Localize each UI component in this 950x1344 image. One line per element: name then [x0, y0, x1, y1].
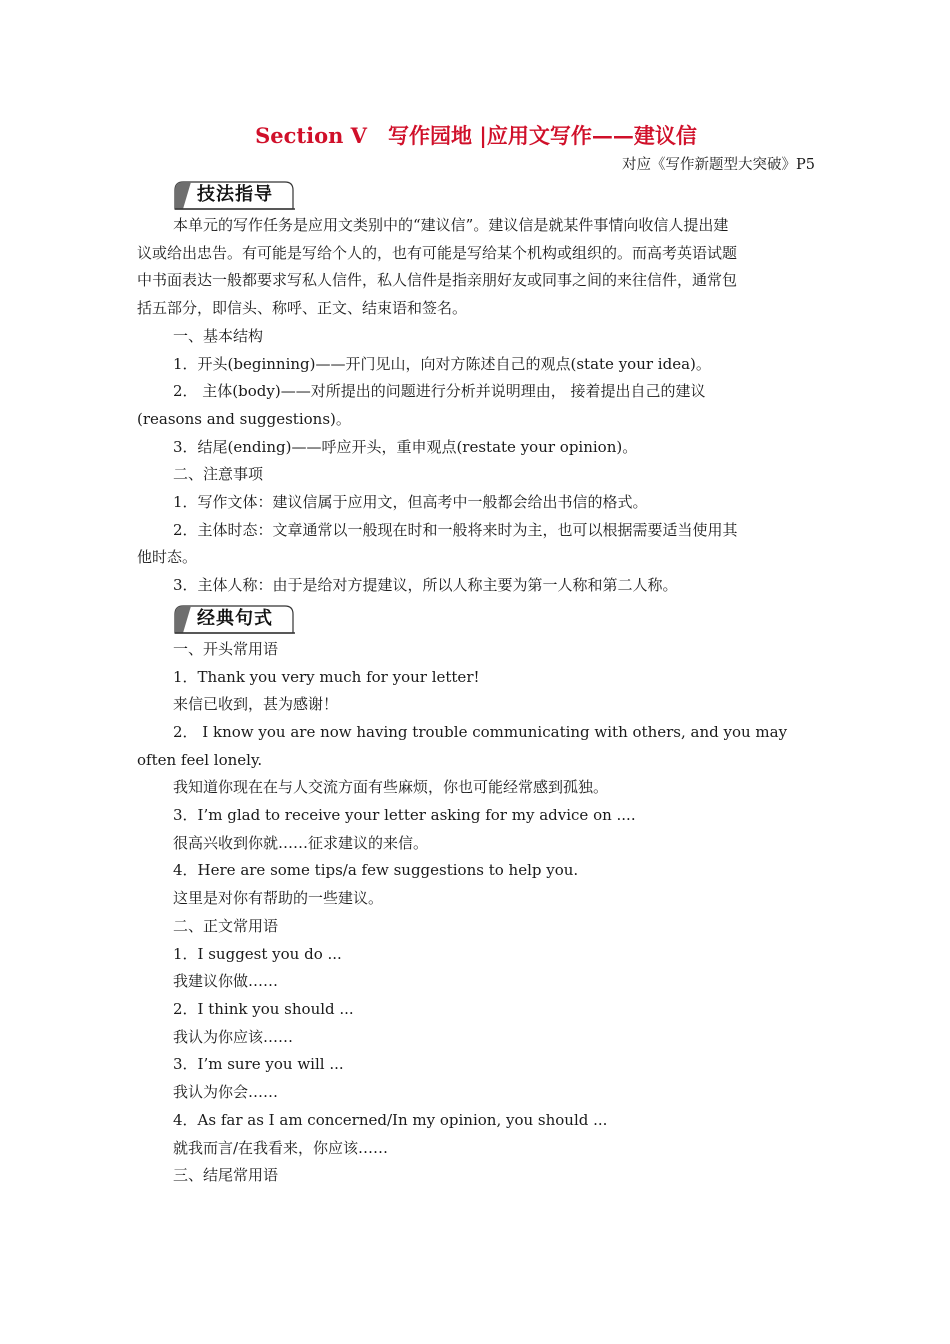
banner-label: 经典句式 [197, 607, 273, 629]
intro-line: 括五部分，即信头、称呼、正文、结束语和签名。 [137, 299, 468, 318]
heading-basic-structure: 一、基本结构 [173, 326, 264, 345]
heading-body: 二、正文常用语 [173, 916, 279, 935]
sentence-zh: 我认为你应该…… [173, 1027, 294, 1046]
sentence-en-continued: often feel lonely. [137, 750, 263, 769]
structure-item: 3．结尾(ending)——呼应开头，重申观点(restate your opinion)。 [173, 437, 638, 456]
intro-line: 中书面表达一般都要求写私人信件，私人信件是指亲朋好友或同事之间的来往信件，通常包 [137, 271, 738, 290]
page-title: Section Ⅴ 写作园地 |应用文写作——建议信 [255, 123, 697, 148]
heading-notes: 二、注意事项 [173, 465, 264, 484]
section-banner-classic-sentences [173, 604, 297, 634]
intro-line: 本单元的写作任务是应用文类别中的“建议信”。建议信是就某件事情向收信人提出建 [173, 216, 729, 234]
note-item: 1．写作文体：建议信属于应用文，但高考中一般都会给出书信的格式。 [173, 493, 648, 512]
note-item: 3．主体人称：由于是给对方提建议，所以人称主要为第一人称和第二人称。 [173, 576, 678, 595]
sentence-en: 1．I suggest you do ... [173, 944, 342, 963]
sentence-en: 4．As far as I am concerned/In my opinion, you should ... [173, 1110, 608, 1129]
note-item: 2．主体时态：文章通常以一般现在时和一般将来时为主，也可以根据需要适当使用其 [173, 520, 738, 539]
structure-item: 2． 主体(body)——对所提出的问题进行分析并说明理由， 接着提出自己的建议 [173, 382, 706, 401]
sentence-en: 3．I’m glad to receive your letter asking for my advice on .... [173, 806, 636, 825]
sentence-en: 2． I know you are now having trouble communicating with others, and you may [173, 722, 788, 741]
sentence-zh: 我知道你现在在与人交流方面有些麻烦，你也可能经常感到孤独。 [173, 778, 609, 797]
banner-label: 技法指导 [197, 184, 273, 205]
sentence-zh: 这里是对你有帮助的一些建议。 [173, 889, 384, 908]
structure-item: 1．开头(beginning)——开门见山，向对方陈述自己的观点(state your idea)。 [173, 354, 711, 373]
sentence-zh: 来信已收到，甚为感谢！ [173, 695, 339, 714]
book-reference: 对应《写作新题型大突破》P5 [622, 157, 815, 173]
heading-opening: 一、开头常用语 [173, 639, 279, 658]
structure-item-continued: (reasons and suggestions)。 [137, 409, 351, 428]
document-page [137, 118, 815, 1190]
sentence-en: 1．Thank you very much for your letter! [173, 667, 480, 686]
note-item-continued: 他时态。 [137, 548, 198, 567]
sentence-en: 3．I’m sure you will ... [173, 1055, 344, 1074]
sentence-zh: 就我而言/在我看来，你应该…… [173, 1138, 389, 1157]
sentence-zh: 很高兴收到你就……征求建议的来信。 [173, 833, 429, 852]
sentence-zh: 我建议你做…… [173, 972, 279, 991]
intro-line: 议或给出忠告。有可能是写给个人的，也有可能是写给某个机构或组织的。而高考英语试题 [137, 243, 738, 262]
heading-closing: 三、结尾常用语 [173, 1166, 279, 1185]
section-banner-techniques [173, 180, 297, 210]
sentence-en: 4．Here are some tips/a few suggestions to help you. [173, 861, 579, 880]
sentence-en: 2．I think you should ... [173, 999, 354, 1018]
sentence-zh: 我认为你会…… [173, 1083, 279, 1102]
